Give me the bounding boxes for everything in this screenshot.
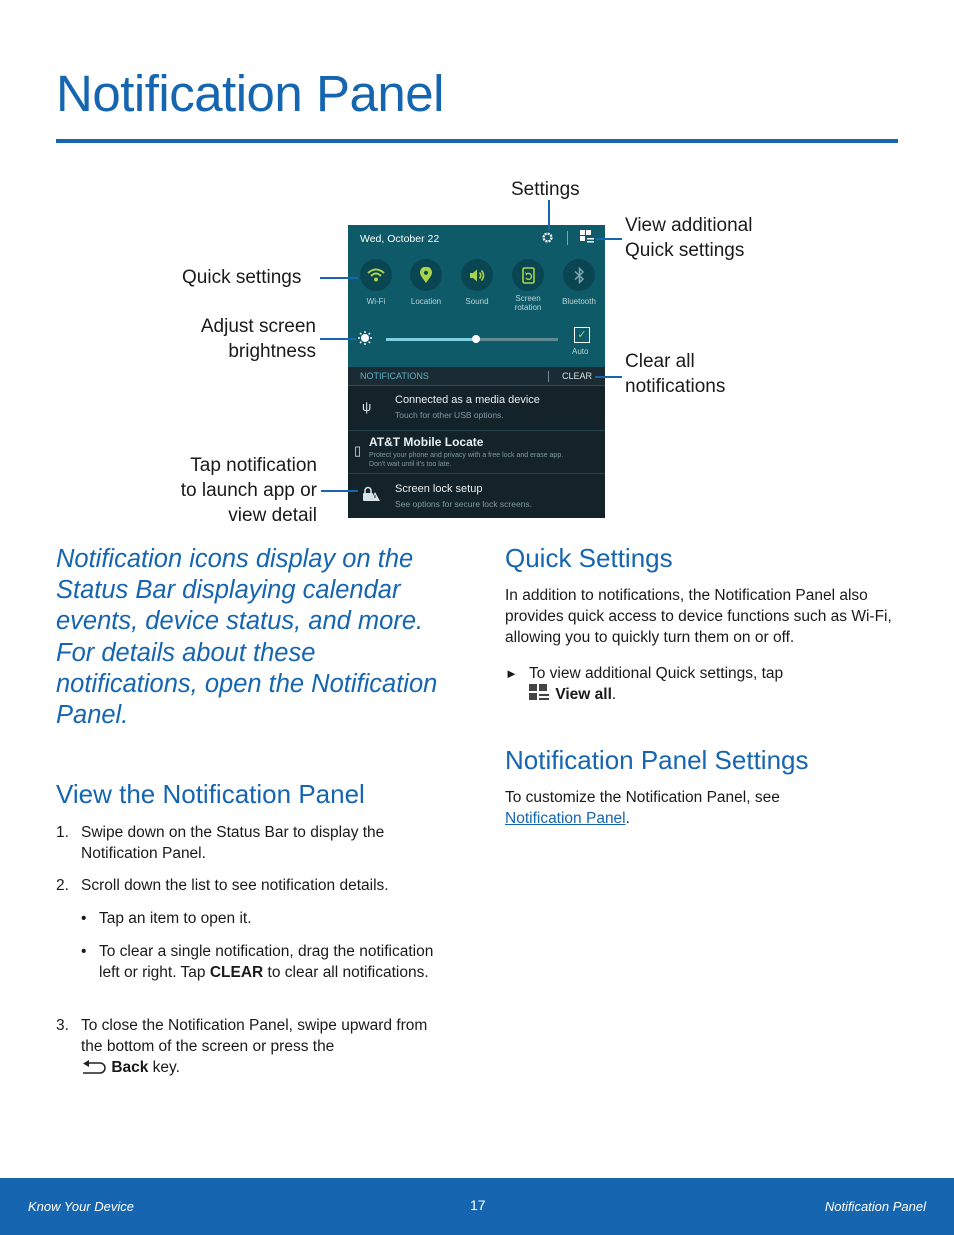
page-number: 17 bbox=[470, 1197, 486, 1213]
callout-tap-notification bbox=[130, 453, 317, 528]
notification-item[interactable] bbox=[348, 386, 605, 430]
quick-settings-paragraph: In addition to notifications, the Notification Panel also provides quick access to device functions such as Wi-Fi, allowing you to quickly turn them on or off. bbox=[505, 587, 892, 646]
gear-icon[interactable] bbox=[540, 230, 555, 248]
wifi-icon bbox=[360, 259, 392, 291]
qs-bluetooth[interactable] bbox=[562, 259, 596, 306]
arrow-icon: ► bbox=[505, 666, 518, 681]
step-text: Scroll down the list to see notification details. bbox=[81, 877, 389, 894]
title-rule bbox=[56, 139, 898, 143]
callout-line bbox=[596, 238, 622, 240]
view-panel-heading: View the Notification Panel bbox=[56, 779, 365, 809]
qs-label: Screen rotation bbox=[514, 294, 542, 312]
phone-locate-icon: ▯ bbox=[354, 443, 362, 458]
callout-quick-settings: Quick settings bbox=[182, 267, 302, 288]
callout-line bbox=[548, 200, 550, 230]
location-pin-icon bbox=[410, 259, 442, 291]
page-title: Notification Panel bbox=[56, 65, 444, 122]
lock-warning-icon bbox=[362, 486, 380, 505]
notification-subtitle: Touch for other USB options. bbox=[395, 410, 504, 420]
footer-section: Know Your Device bbox=[28, 1199, 134, 1214]
bullet-1 bbox=[81, 908, 451, 929]
bullet-dot: • bbox=[81, 910, 87, 927]
auto-checkbox[interactable]: ✓ bbox=[574, 327, 590, 343]
footer-chapter: Notification Panel bbox=[824, 1199, 926, 1214]
notification-title: Screen lock setup bbox=[395, 483, 483, 495]
callout-text: Quick settings bbox=[625, 240, 745, 261]
bullet-2 bbox=[81, 941, 451, 983]
bullet-dot: • bbox=[81, 943, 87, 960]
callout-text: to launch app or bbox=[180, 480, 317, 501]
quick-settings-heading: Quick Settings bbox=[505, 543, 673, 573]
auto-label: Auto bbox=[572, 347, 589, 356]
callout-text: Adjust screen bbox=[200, 316, 316, 337]
panel-settings-paragraph: To customize the Notification Panel, see Notification Panel. bbox=[505, 789, 780, 827]
qs-label: Bluetooth bbox=[562, 297, 596, 306]
notification-item[interactable] bbox=[348, 431, 605, 473]
callout-text: Tap notification bbox=[190, 455, 317, 476]
speaker-icon bbox=[461, 259, 493, 291]
bullet-text: To clear a single notification, drag the notification left or right. Tap CLEAR to clear all notifications. bbox=[99, 943, 434, 981]
view-all-icon[interactable] bbox=[580, 230, 595, 247]
panel-settings-heading: Notification Panel Settings bbox=[505, 745, 809, 775]
step-3 bbox=[56, 1015, 446, 1080]
callout-text: notifications bbox=[625, 376, 726, 397]
bullet-text: Tap an item to open it. bbox=[99, 910, 252, 927]
callout-view-additional bbox=[625, 213, 752, 263]
notification-item[interactable] bbox=[348, 474, 605, 518]
callout-line bbox=[320, 338, 356, 340]
callout-line bbox=[320, 277, 358, 279]
callout-adjust-brightness bbox=[150, 314, 316, 364]
qs-sound[interactable] bbox=[460, 259, 494, 306]
qs-label: Wi-Fi bbox=[366, 297, 386, 306]
panel-date: Wed, October 22 bbox=[360, 233, 440, 245]
divider bbox=[567, 231, 568, 245]
brightness-icon[interactable] bbox=[358, 331, 374, 350]
clear-button[interactable]: CLEAR bbox=[562, 371, 593, 381]
notifications-header: NOTIFICATIONS bbox=[360, 371, 429, 381]
screen-rotation-icon bbox=[512, 259, 544, 291]
notification-panel-link[interactable]: Notification Panel bbox=[505, 810, 626, 827]
view-all-icon bbox=[529, 684, 551, 708]
step-number: 1. bbox=[56, 824, 69, 841]
intro-text: Notification icons display on the Status Bar displaying calendar events, device status, and more. For details about these notifications, open the Notification Panel. bbox=[56, 545, 438, 730]
qs-wifi[interactable] bbox=[359, 259, 393, 306]
callout-text: brightness bbox=[228, 341, 316, 362]
qs-screen-rotation[interactable] bbox=[511, 259, 545, 312]
callout-text: Clear all bbox=[625, 351, 695, 372]
divider bbox=[548, 371, 549, 382]
bluetooth-icon bbox=[563, 259, 595, 291]
notification-subtitle: See options for secure lock screens. bbox=[395, 499, 533, 509]
callout-text: view detail bbox=[228, 505, 317, 526]
usb-icon: ψ bbox=[362, 399, 372, 414]
step-number: 2. bbox=[56, 877, 69, 894]
notification-subtitle: Don't wait until it's too late. bbox=[369, 461, 452, 468]
callout-clear-all bbox=[625, 349, 725, 399]
qs-label: Location bbox=[410, 297, 442, 306]
step-1 bbox=[56, 822, 446, 864]
callout-settings: Settings bbox=[511, 179, 580, 200]
callout-line bbox=[595, 376, 622, 378]
tip: ► To view additional Quick settings, tap View all. bbox=[505, 663, 900, 708]
back-key-icon bbox=[81, 1059, 107, 1080]
brightness-slider-fill bbox=[386, 338, 476, 341]
callout-text: View additional bbox=[625, 215, 753, 236]
qs-label: Sound bbox=[465, 297, 489, 306]
qs-location[interactable] bbox=[409, 259, 443, 306]
step-number: 3. bbox=[56, 1017, 69, 1034]
notification-panel-screenshot bbox=[348, 225, 605, 518]
notification-title: AT&T Mobile Locate bbox=[369, 435, 484, 449]
notification-subtitle: Protect your phone and privacy with a free lock and erase app. bbox=[369, 452, 564, 459]
notification-title: Connected as a media device bbox=[395, 394, 540, 406]
callout-line bbox=[321, 490, 358, 492]
brightness-slider-thumb[interactable] bbox=[472, 335, 480, 343]
step-text: To close the Notification Panel, swipe upward from the bottom of the screen or press the Back key. bbox=[81, 1015, 446, 1080]
step-2 bbox=[56, 875, 446, 896]
step-text: Swipe down on the Status Bar to display the Notification Panel. bbox=[81, 824, 385, 862]
